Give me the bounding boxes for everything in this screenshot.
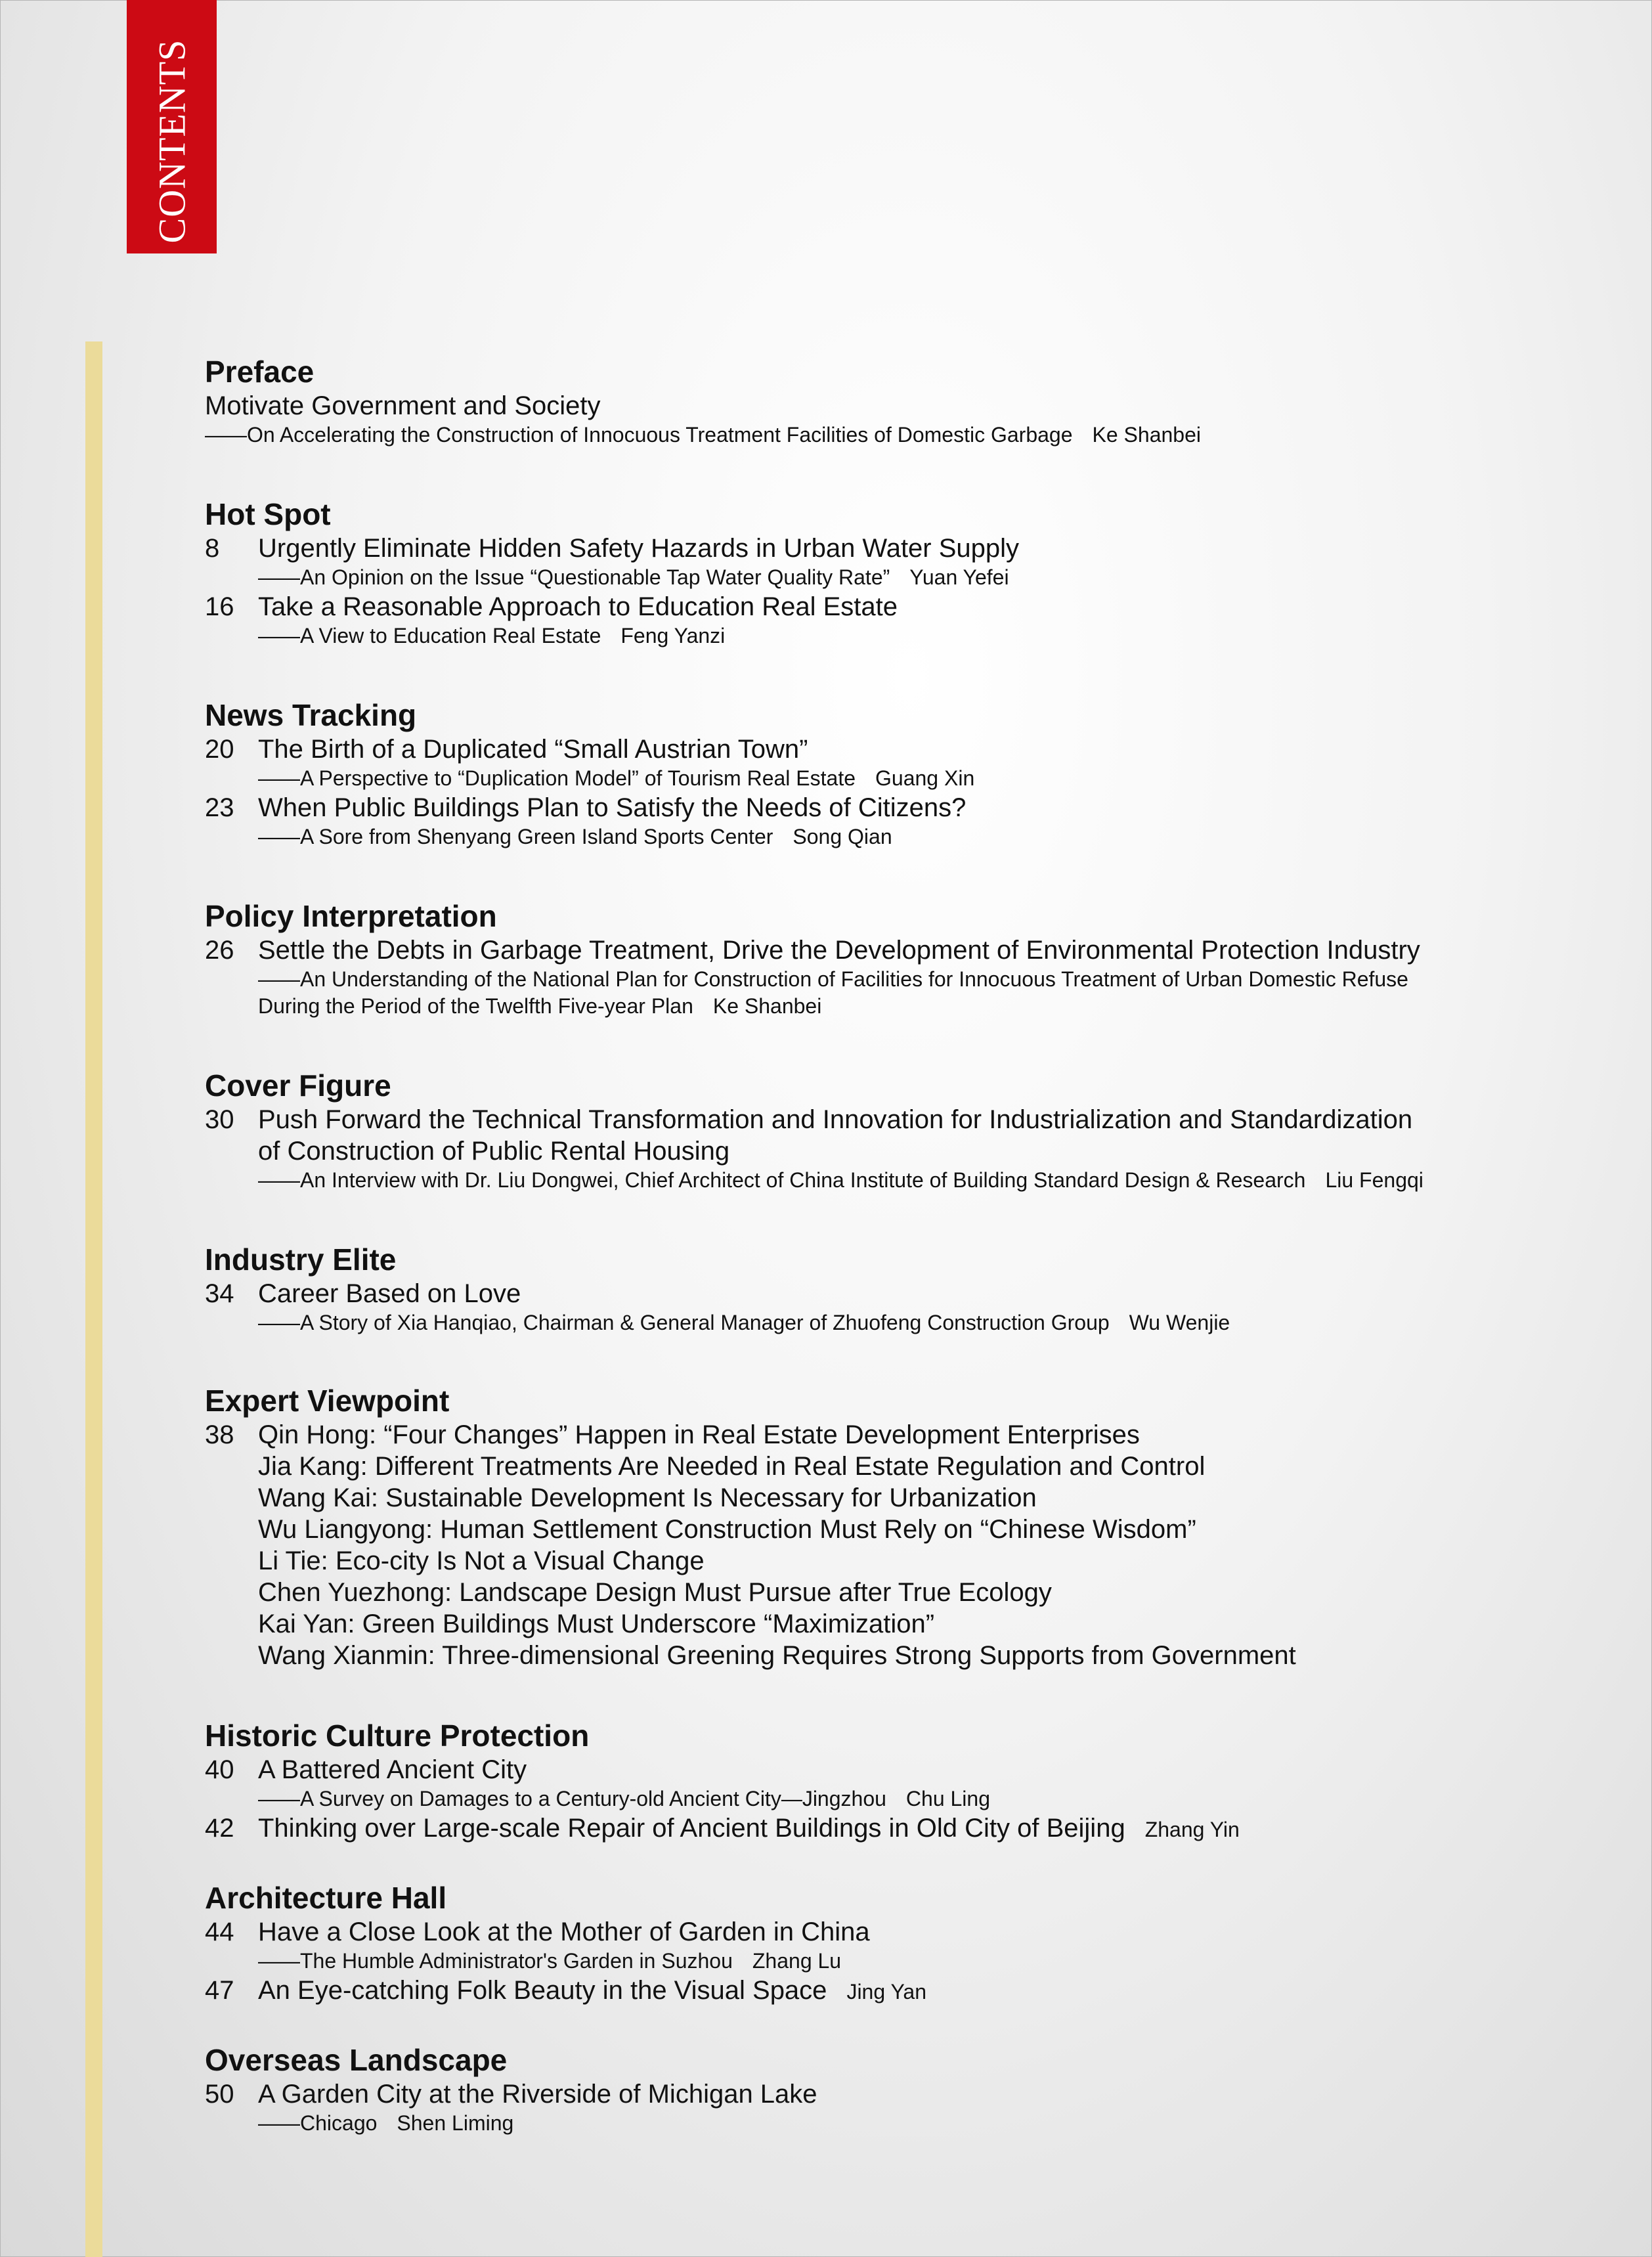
toc-entry [205,1916,1518,1975]
entry-title-line [205,1916,1518,1948]
entry-author: Feng Yanzi [620,624,726,647]
page-number: 40 [205,1755,234,1784]
entry-author: Ke Shanbei [1092,423,1201,447]
entry-title-line [205,734,1518,765]
section-title: Policy Interpretation [205,899,497,933]
entry-subtitle: ——A Story of Xia Hanqiao, Chairman & General Manager of Zhuofeng Construction Group [258,1311,1110,1334]
toc-section [205,898,1518,1020]
entry-title-line [205,792,1518,823]
entry-subtitle: ——Chicago [258,2111,378,2135]
section-title: Industry Elite [205,1242,397,1277]
entry-title: An Eye-catching Folk Beauty in the Visual Space [258,1976,827,2005]
entry-author: Liu Fengqi [1325,1168,1424,1192]
entry-author: Jing Yan [846,1980,927,2004]
table-of-contents [205,353,1518,2137]
entry-title-line [205,2078,1518,2110]
toc-entry [205,1104,1518,1194]
entry-title: Take a Reasonable Approach to Education Real Estate [258,592,898,621]
section-title: Historic Culture Protection [205,1719,590,1753]
page-number: 30 [205,1105,234,1134]
entry-title: Wang Kai: Sustainable Development Is Necessary for Urbanization [258,1483,1037,1512]
entry-subtitle-line [205,1309,1518,1336]
entry-title: Settle the Debts in Garbage Treatment, Drive the Development of Environmental Protection Industry [258,936,1420,965]
entry-subtitle: ——A View to Education Real Estate [258,624,601,647]
entry-subtitle: ——An Interview with Dr. Liu Dongwei, Chief Architect of China Institute of Building Standard Design & Research [258,1168,1306,1192]
entry-subtitle-line [205,1167,1518,1194]
toc-section [205,1382,1518,1671]
entry-subtitle-line [205,765,1518,792]
page-number: 42 [205,1814,234,1843]
entry-subtitle-line [205,966,1518,993]
entry-title: Push Forward the Technical Transformation and Innovation for Industrialization and Standardization [258,1105,1413,1134]
toc-section [205,1879,1518,2007]
entry-title: A Garden City at the Riverside of Michigan Lake [258,2080,817,2109]
entry-title-line [205,1545,1518,1577]
entry-subtitle: During the Period of the Twelfth Five-year Plan [258,994,693,1018]
entry-title-line [205,1451,1518,1482]
decorative-side-bar [85,341,102,2257]
entry-title: Motivate Government and Society [205,391,601,420]
toc-section [205,353,1518,449]
entry-author: Ke Shanbei [712,994,822,1018]
entry-author: Zhang Lu [752,1949,842,1973]
entry-title-line [205,390,1518,422]
toc-section [205,1067,1518,1194]
page-number: 23 [205,793,234,822]
entry-subtitle: ——A Perspective to “Duplication Model” of Tourism Real Estate [258,766,856,790]
entry-title: Have a Close Look at the Mother of Garden in China [258,1917,870,1946]
entry-title: Thinking over Large-scale Repair of Ancient Buildings in Old City of Beijing [258,1814,1125,1843]
page-number: 34 [205,1279,234,1308]
contents-tab-label: CONTENTS [150,39,193,244]
page-number: 44 [205,1917,234,1946]
page-number: 8 [205,534,220,563]
entry-title-line [205,1104,1518,1135]
page-number: 20 [205,735,234,764]
entry-subtitle: ——A Survey on Damages to a Century-old Ancient City—Jingzhou [258,1787,886,1810]
entry-subtitle: ——An Understanding of the National Plan for Construction of Facilities for Innocuous Treatment of Urban Domestic Refuse [258,967,1408,991]
entry-subtitle-line [205,1786,1518,1812]
toc-section [205,496,1518,649]
toc-entry [205,533,1518,591]
entry-title: Qin Hong: “Four Changes” Happen in Real Estate Development Enterprises [258,1420,1140,1449]
entry-title: A Battered Ancient City [258,1755,527,1784]
toc-entry [205,1812,1518,1845]
entry-title: of Construction of Public Rental Housing [258,1137,730,1166]
toc-entry [205,1419,1518,1671]
entry-title-line [205,1419,1518,1451]
entry-title-line [205,1975,1518,2007]
entry-subtitle: ——An Opinion on the Issue “Questionable Tap Water Quality Rate” [258,565,890,589]
entry-subtitle: ——A Sore from Shenyang Green Island Sports Center [258,825,773,848]
entry-author: Yuan Yefei [909,565,1009,589]
entry-title: Wang Xianmin: Three-dimensional Greening Requires Strong Supports from Government [258,1641,1296,1670]
page-number: 50 [205,2080,234,2109]
entry-subtitle-line [205,422,1518,449]
page-number: 26 [205,936,234,965]
entry-author: Chu Ling [905,1787,990,1810]
toc-entry [205,934,1518,1020]
page-number: 38 [205,1420,234,1449]
entry-author: Guang Xin [875,766,975,790]
entry-author: Zhang Yin [1144,1818,1240,1841]
entry-subtitle: ——On Accelerating the Construction of Innocuous Treatment Facilities of Domestic Garbage [205,423,1073,447]
entry-title: Jia Kang: Different Treatments Are Needed in Real Estate Regulation and Control [258,1452,1206,1481]
entry-title-line [205,1754,1518,1786]
entry-title-line [205,533,1518,564]
entry-title-line [205,1812,1518,1845]
entry-title: Career Based on Love [258,1279,521,1308]
entry-author: Shen Liming [397,2111,514,2135]
entry-subtitle-line [205,1948,1518,1975]
section-title: Preface [205,355,315,389]
entry-title: The Birth of a Duplicated “Small Austrian Town” [258,735,808,764]
entry-title-line [205,1640,1518,1671]
section-title: News Tracking [205,698,417,732]
entry-title-line [205,1577,1518,1608]
entry-title-line [205,1608,1518,1640]
section-title: Cover Figure [205,1068,391,1103]
entry-author: Wu Wenjie [1129,1311,1230,1334]
entry-title: Urgently Eliminate Hidden Safety Hazards in Urban Water Supply [258,534,1020,563]
toc-entry [205,734,1518,792]
entry-title: When Public Buildings Plan to Satisfy the Needs of Citizens? [258,793,967,822]
page-number: 16 [205,592,234,621]
toc-entry [205,2078,1518,2137]
toc-section [205,1241,1518,1336]
entry-subtitle-line [205,564,1518,591]
toc-section [205,697,1518,850]
entry-title-line [205,1514,1518,1545]
section-title: Overseas Landscape [205,2043,508,2077]
entry-title: Kai Yan: Green Buildings Must Underscore “Maximization” [258,1610,935,1638]
toc-section [205,1717,1518,1845]
toc-entry [205,591,1518,649]
entry-title-line [205,1278,1518,1309]
page-number: 47 [205,1976,234,2005]
toc-entry [205,1975,1518,2007]
toc-entry [205,792,1518,850]
entry-title: Wu Liangyong: Human Settlement Construction Must Rely on “Chinese Wisdom” [258,1515,1196,1544]
entry-title-line [205,934,1518,966]
entry-subtitle-line [205,623,1518,649]
toc-section [205,2042,1518,2137]
entry-subtitle-line [205,2110,1518,2137]
entry-title: Li Tie: Eco-city Is Not a Visual Change [258,1546,705,1575]
entry-title: Chen Yuezhong: Landscape Design Must Pursue after True Ecology [258,1578,1052,1607]
entry-title-line [205,591,1518,623]
section-title: Expert Viewpoint [205,1384,450,1418]
section-title: Hot Spot [205,497,331,531]
toc-entry [205,1278,1518,1336]
entry-title-line [205,1482,1518,1514]
entry-subtitle-line [205,993,1518,1020]
entry-title-line [205,1135,1518,1167]
section-title: Architecture Hall [205,1881,447,1915]
toc-entry [205,390,1518,449]
entry-author: Song Qian [793,825,892,848]
entry-subtitle-line [205,823,1518,850]
contents-tab [127,0,217,253]
toc-entry [205,1754,1518,1812]
entry-subtitle: ——The Humble Administrator's Garden in Suzhou [258,1949,733,1973]
